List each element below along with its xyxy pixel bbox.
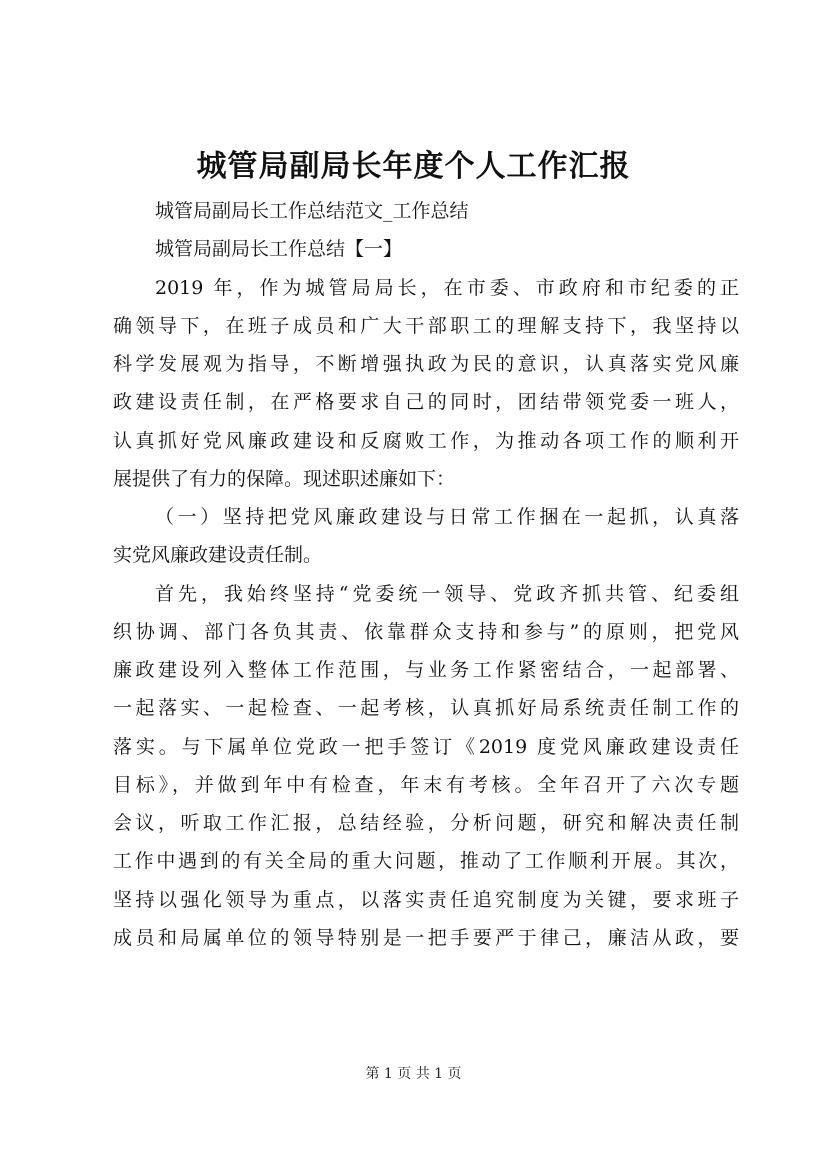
text-line: 落实。与下属单位党政一把手签订《2019 度党风廉政建设责任 — [113, 735, 739, 758]
text-line: （一）坚持把党风廉政建设与日常工作捆在一起抓，认真落 — [155, 506, 739, 528]
page-footer: 第 1 页 共 1 页 — [365, 1066, 462, 1082]
text-line: 成员和局属单位的领导特别是一把手要严于律己，廉洁从政，要 — [113, 926, 739, 949]
text-line: 坚持以强化领导为重点，以落实责任追究制度为关键，要求班子 — [113, 888, 739, 911]
text-line: 织协调、部门各负其责、依靠群众支持和参与”的原则，把党风 — [113, 620, 739, 643]
text-line: 目标》，并做到年中有检查，年末有考核。全年召开了六次专题 — [113, 773, 739, 796]
text-line: 工作中遇到的有关全局的重大问题，推动了工作顺利开展。其次， — [113, 850, 739, 873]
text-line: 一起落实、一起检查、一起考核，认真抓好局系统责任制工作的 — [113, 697, 739, 720]
text-line: 实党风廉政建设责任制。 — [113, 544, 323, 567]
text-line: 廉政建设列入整体工作范围，与业务工作紧密结合，一起部署、 — [113, 659, 739, 681]
text-line: 城管局副局长工作总结范文_工作总结 — [155, 200, 469, 222]
text-line: 城管局副局长工作总结【一】 — [155, 238, 403, 261]
text-line: 科学发展观为指导，不断增强执政为民的意识，认真落实党风廉 — [113, 353, 739, 375]
text-line: 确领导下，在班子成员和广大干部职工的理解支持下，我坚持以 — [113, 314, 739, 337]
document-body — [113, 192, 739, 957]
text-line: 认真抓好党风廉政建设和反腐败工作，为推动各项工作的顺利开 — [113, 429, 739, 452]
document-title: 城管局副局长年度个人工作汇报 — [196, 149, 631, 184]
text-line: 2019 年，作为城管局局长，在市委、市政府和市纪委的正 — [155, 276, 739, 299]
text-line: 展提供了有力的保障。现述职述廉如下： — [113, 467, 456, 490]
text-line: 首先，我始终坚持“党委统一领导、党政齐抓共管、纪委组 — [155, 582, 739, 605]
text-line: 会议，听取工作汇报，总结经验，分析问题，研究和解决责任制 — [113, 812, 739, 834]
text-line: 政建设责任制，在严格要求自己的同时，团结带领党委一班人， — [113, 391, 739, 414]
